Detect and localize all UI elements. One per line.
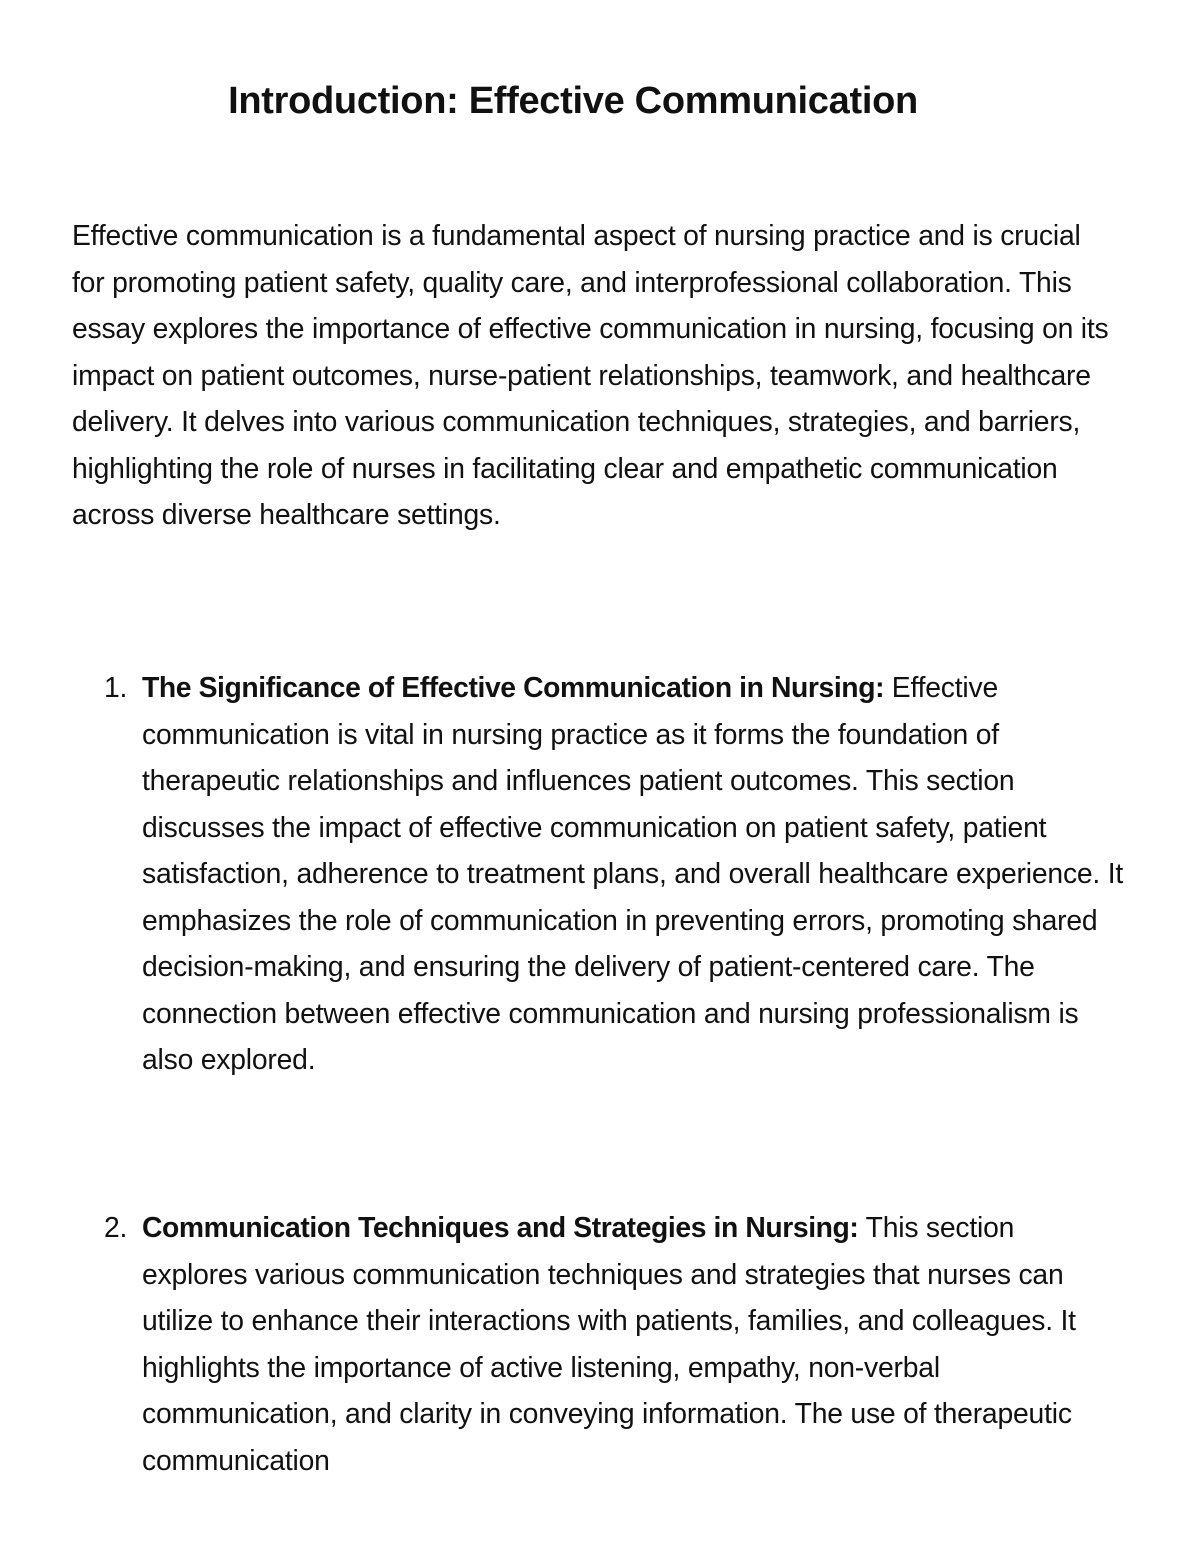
section-1-number: 1.: [104, 671, 128, 703]
section-1-body: Effective communication is vital in nursing practice as it forms the foundation of therapeutic relationships and influences patient outcomes. This section discusses the impact of effective communication on patient safety, patient satisfaction, adherence to treatment plans, and overall healthcare experience. It emphasizes the role of communication in preventing errors, promoting shared decision-making, and ensuring the delivery of patient-centered care. The connection between effective communication and nursing professionalism is also explored.: [142, 671, 1124, 1075]
intro-paragraph: Effective communication is a fundamental aspect of nursing practice and is crucial for promoting patient safety, quality care, and interprofessional collaboration. This essay explores the importance of effective communication in nursing, focusing on its impact on patient outcomes, nurse-patient relationships, teamwork, and healthcare delivery. It delves into various communication techniques, strategies, and barriers, highlighting the role of nurses in facilitating clear and empathetic communication across diverse healthcare settings.: [72, 219, 1109, 530]
section-2-heading: Communication Techniques and Strategies in Nursing:: [142, 1211, 859, 1243]
document-title: Introduction: Effective Communication: [228, 80, 918, 122]
list-item-section-2: [104, 1204, 1127, 1483]
section-1-heading: The Significance of Effective Communication in Nursing:: [142, 671, 885, 703]
list-item-section-1: [104, 664, 1127, 1083]
section-2-number: 2.: [104, 1211, 128, 1243]
section-2-body: This section explores various communication techniques and strategies that nurses can utilize to enhance their interactions with patients, families, and colleagues. It highlights the importance of active listening, empathy, non-verbal communication, and clarity in conveying information. The use of therapeutic communication: [142, 1211, 1076, 1476]
